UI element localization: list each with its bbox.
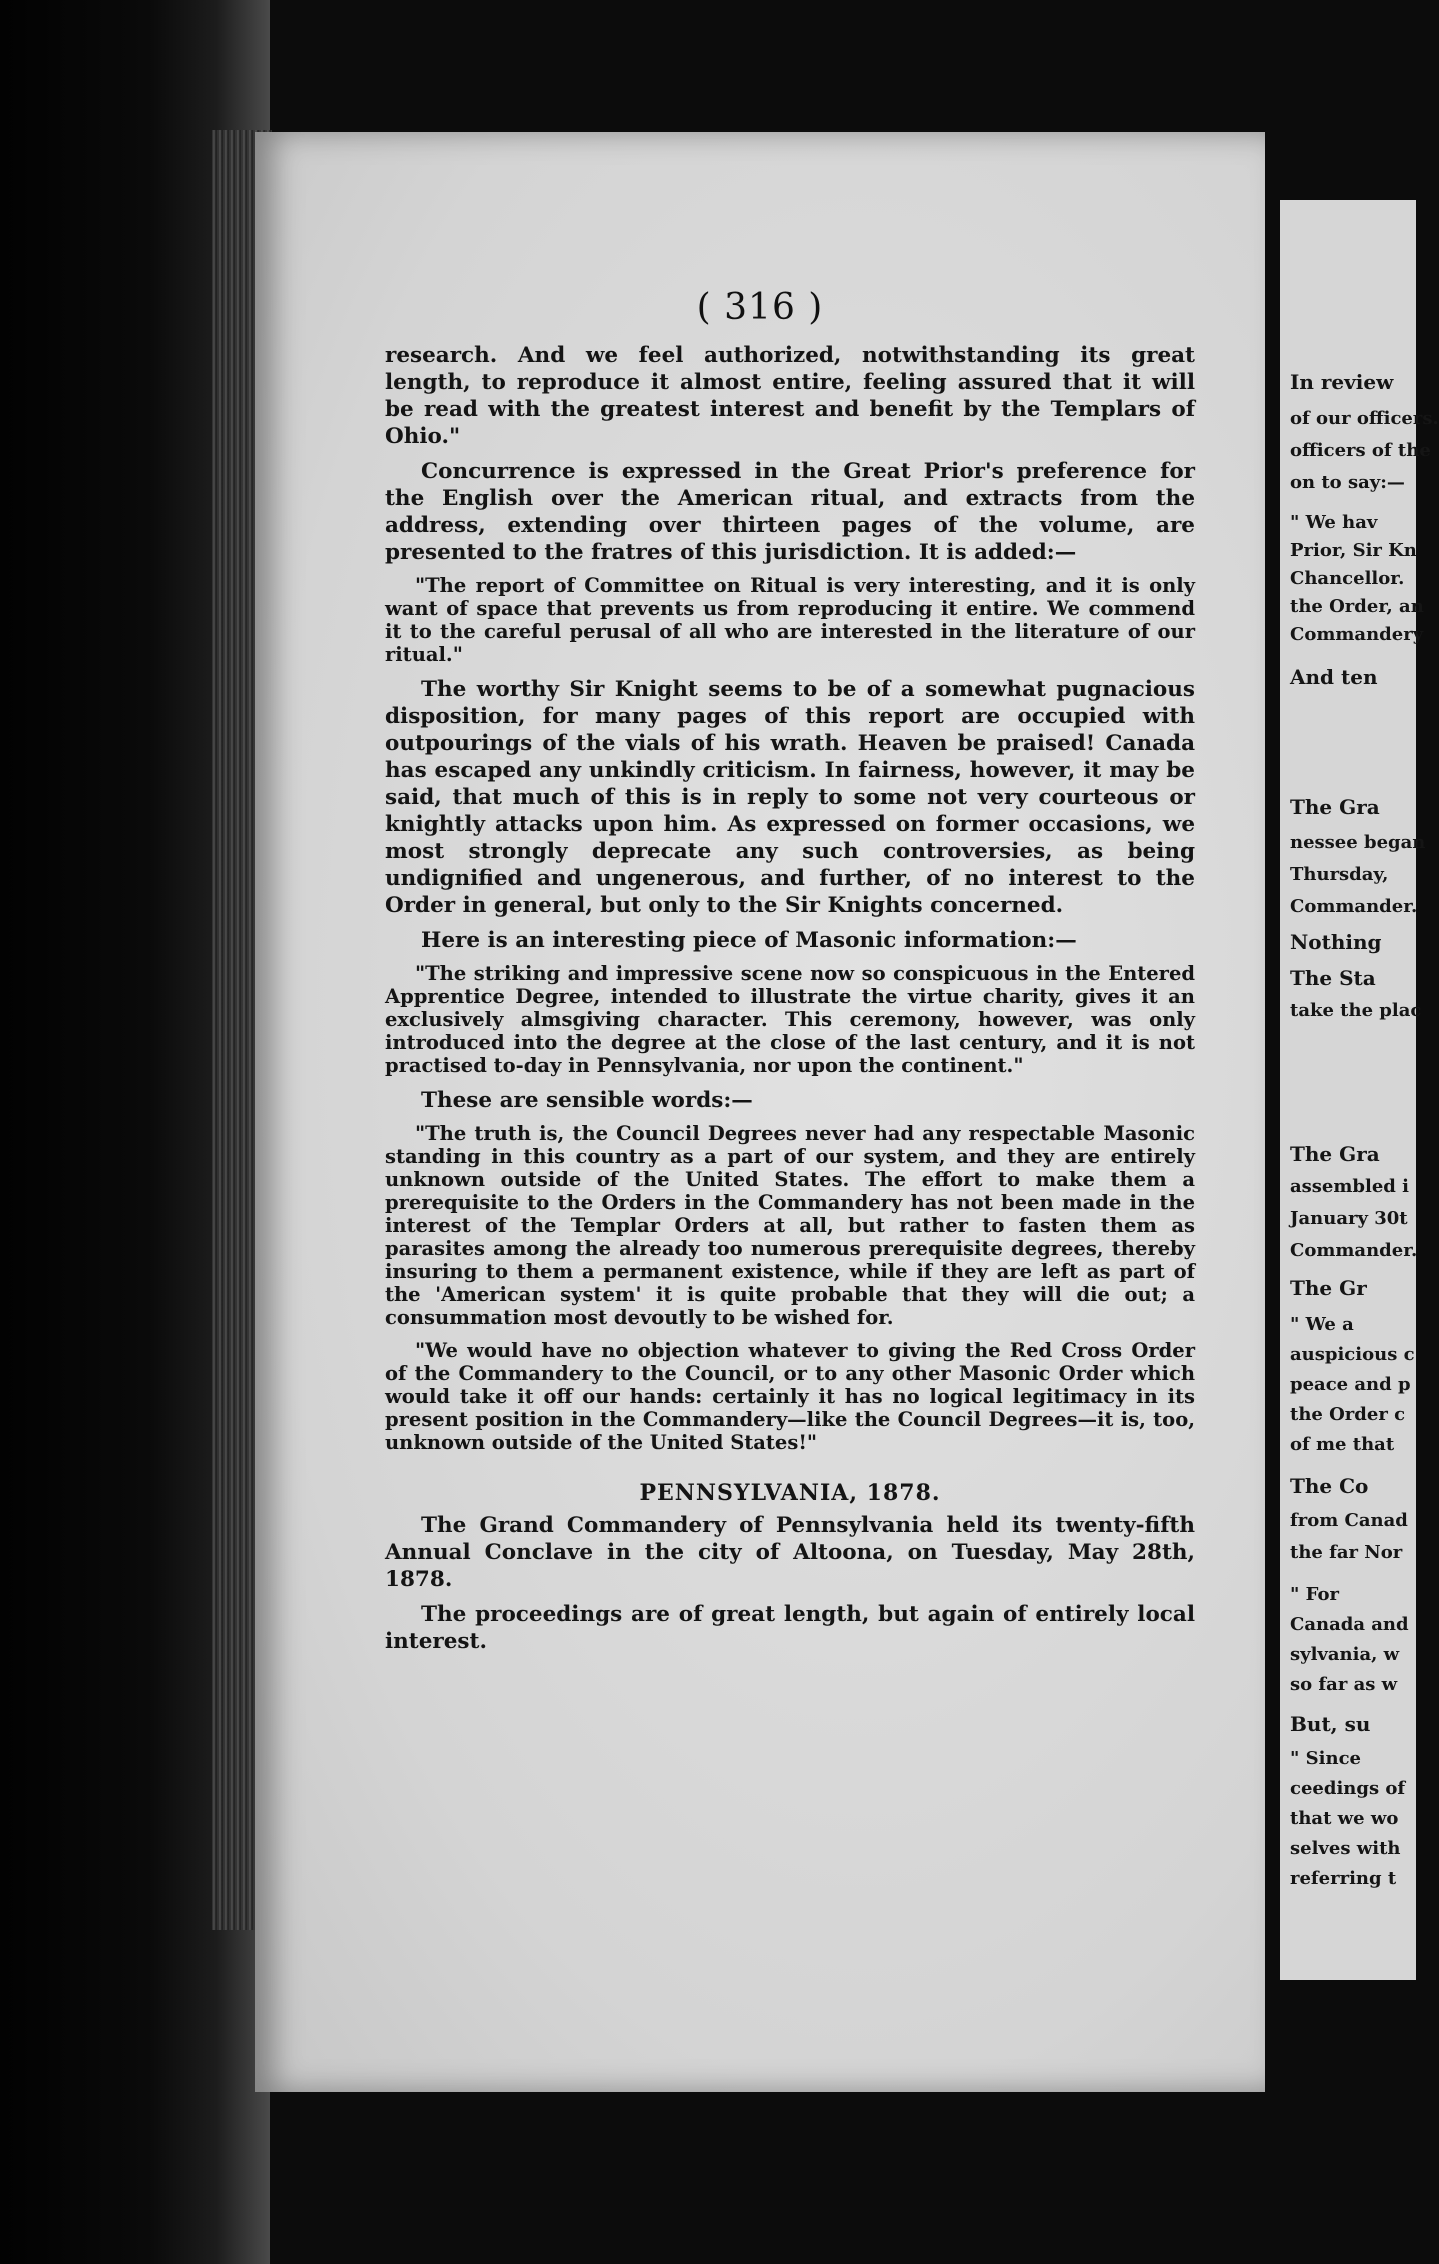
right-line: nessee began [1290,832,1426,853]
right-line: " Since [1290,1748,1361,1769]
right-line: " For [1290,1584,1339,1605]
right-line: that we wo [1290,1808,1399,1829]
right-line: selves with [1290,1838,1401,1859]
right-line: Thursday, [1290,864,1389,885]
right-line: of me that [1290,1434,1395,1455]
right-line: Nothing [1290,930,1382,954]
right-line: The Sta [1290,966,1376,990]
right-line: The Gra [1290,1142,1380,1166]
right-line: The Co [1290,1474,1369,1498]
quote-red-cross: "We would have no objection whatever to giving the Red Cross Order of the Commandery to the Council, or to any other Masonic Order which would take it off our hands: certainly it has no logical legitimacy in its present position in the Commandery—like the Council Degrees—it is, too, unknown outside of the United States!" [385,1339,1195,1454]
right-line: so far as w [1290,1674,1398,1695]
right-line: of our officers. [1290,408,1439,429]
right-line: sylvania, w [1290,1644,1400,1665]
paragraph-5: These are sensible words:— [421,1088,753,1113]
right-line: ceedings of [1290,1778,1406,1799]
right-line: Prior, Sir Kn [1290,540,1417,561]
right-line: The Gr [1290,1276,1367,1300]
right-line: from Canad [1290,1510,1408,1531]
right-line: referring t [1290,1868,1397,1889]
paragraph-7: The proceedings are of great length, but again of entirely local interest. [385,1602,1195,1654]
right-line: In review [1290,370,1394,394]
paragraph-2: Concurrence is expressed in the Great Prior's preference for the English over the American ritual, and extracts from the address, extending over thirteen pages of the volume, are presented to the fratres of this jurisdiction. It is added:— [385,459,1195,565]
page-number: ( 316 ) [696,287,824,328]
right-line: take the plac [1290,1000,1422,1021]
right-line: Commander. [1290,896,1418,917]
paragraph-6: The Grand Commandery of Pennsylvania held its twenty-fifth Annual Conclave in the city of Altoona, on Tuesday, May 28th, 1878. [385,1513,1195,1592]
right-line: the Order, an [1290,596,1424,617]
right-line: peace and p [1290,1374,1411,1395]
right-page-fragment [1280,200,1439,1980]
right-line: officers of the [1290,440,1431,461]
quote-council-degrees: "The truth is, the Council Degrees never had any respectable Masonic standing in this country as a part of our system, and they are entirely unknown outside of the United States. The effort to make them a prerequisite to the Orders in the Commandery has not been made in the interest of the Templar Orders at all, but rather to fasten them as parasites among the already too numerous prerequisite degrees, thereby insuring to them a permanent existence, while if they are left as part of the 'American system' it is quite probable that they will die out; a consummation most devoutly to be wished for. [385,1122,1195,1329]
right-line: on to say:— [1290,472,1405,493]
section-heading: PENNSYLVANIA, 1878. [639,1480,941,1506]
right-line: the far Nor [1290,1542,1403,1563]
paragraph-3: The worthy Sir Knight seems to be of a somewhat pugnacious disposition, for many pages of this report are occupied with outpourings of the vials of his wrath. Heaven be praised! Canada has escaped any unkindly criticism. In fairness, however, it may be said, that much of this is in reply to some not very courteous or knightly attacks upon him. As expressed on former occasions, we most strongly deprecate any such controversies, as being undignified and ungenerous, and further, of no interest to the Order in general, but only to the Sir Knights concerned. [385,677,1195,918]
right-line: But, su [1290,1712,1371,1736]
right-line: The Gra [1290,795,1380,819]
right-line: Commander. [1290,1240,1418,1261]
left-page [255,132,1265,2092]
main-text [385,342,1195,1663]
right-line: auspicious c [1290,1344,1415,1365]
right-line: Chancellor. [1290,568,1405,589]
paragraph-4: Here is an interesting piece of Masonic information:— [421,928,1077,953]
right-line: And ten [1290,665,1378,689]
right-line: " We a [1290,1314,1354,1335]
right-line: Canada and [1290,1614,1409,1635]
quote-ritual: "The report of Committee on Ritual is very interesting, and it is only want of space that prevents us from reproducing it entire. We commend it to the careful perusal of all who are interested in the literature of our ritual." [385,574,1195,666]
right-line: assembled i [1290,1176,1409,1197]
right-line: Commandery [1290,624,1424,645]
quote-entered-apprentice: "The striking and impressive scene now so conspicuous in the Entered Apprentice Degree, intended to illustrate the virtue charity, gives it an exclusively almsgiving character. This ceremony, however, was only introduced into the degree at the close of the last century, and it is not practised to-day in Pennsylvania, nor upon the continent." [385,962,1195,1077]
paragraph-1: research. And we feel authorized, notwithstanding its great length, to reproduce it almost entire, feeling assured that it will be read with the greatest interest and benefit by the Templars of Ohio." [385,343,1195,449]
right-line: the Order c [1290,1404,1406,1425]
right-line: January 30t [1290,1208,1408,1229]
right-line: " We hav [1290,512,1378,533]
